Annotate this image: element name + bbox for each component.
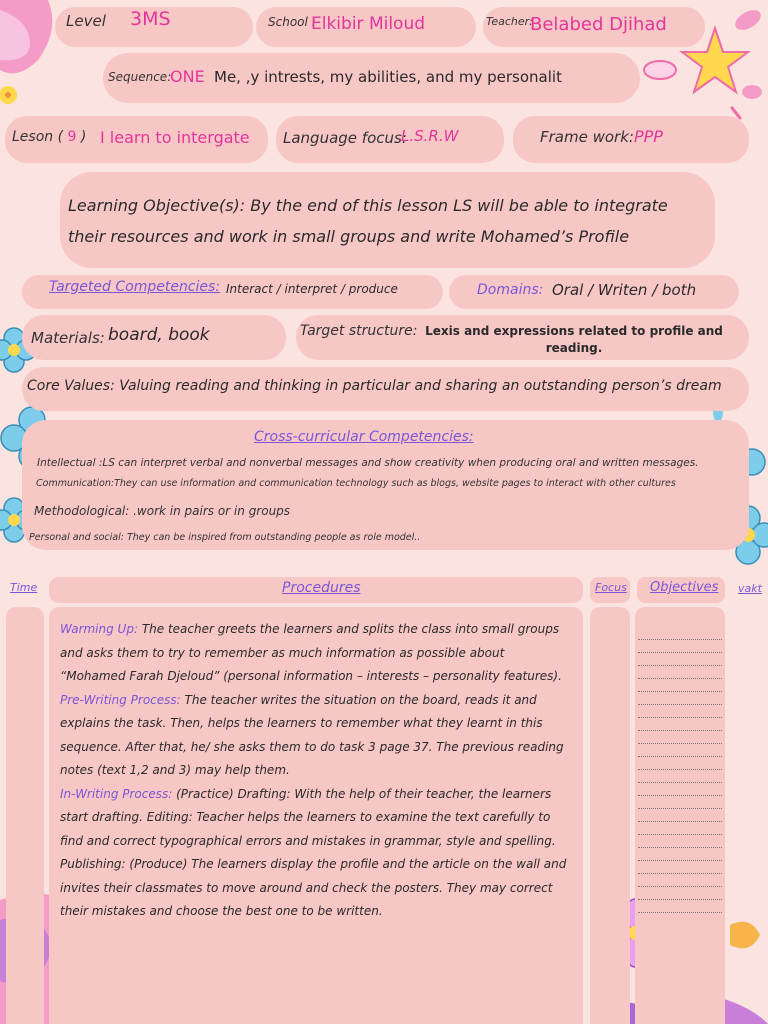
cross-curricular-title: Cross-curricular Competencies: <box>254 429 474 445</box>
pre-writing-text: The teacher writes the situation on the board, reads it and explains the task. Then, helps the learners to remember what they learnt in this sequence. After that, he/ she asks them to do task 3 page 37. The previous reading notes (text 1,2 and 3) may help them. <box>60 692 564 777</box>
procedures-text <box>60 618 568 924</box>
warming-up-label: Warming Up: <box>60 622 138 636</box>
sequence-number: ONE <box>170 67 205 86</box>
materials-label: Materials: <box>31 329 105 347</box>
in-writing-label: In-Writing Process: <box>60 786 173 801</box>
objective-text: Learning Objective(s): By the end of this lesson LS will be able to integrate their resources and work in small groups and write Mohamed’s Profile <box>68 196 668 246</box>
language-focus-label: Language focus: <box>283 129 407 147</box>
procedures-column-header: Procedures <box>282 580 361 596</box>
vakt-column-header: vakt <box>738 582 762 595</box>
warming-up-text: The teacher greets the learners and splits the class into small groups and asks them to try to remember as much information as possible about “Mohamed Farah Djeloud” (personal information – interests – personality features). <box>60 622 562 683</box>
objectives-dotted-lines <box>638 627 722 913</box>
cross-curricular-item-communication: Communication:They can use information and communication technology such as blogs, website pages to interact with other cultures <box>36 478 676 489</box>
time-column <box>6 607 44 1024</box>
target-structure-value: Lexis and expressions related to profile and reading. <box>425 324 723 355</box>
objectives-column-header: Objectives <box>650 580 719 595</box>
cross-curricular-item-methodological: Methodological: .work in pairs or in groups <box>34 504 291 518</box>
language-focus-value: L.S.R.W <box>401 127 459 145</box>
time-column-header: Time <box>10 581 38 594</box>
sequence-title: Me, ,y intrests, my abilities, and my personalit <box>214 68 562 86</box>
lesson-label <box>12 129 86 145</box>
lesson-title: I learn to intergate <box>100 128 250 147</box>
school-label: School : <box>268 15 316 29</box>
level-value: 3MS <box>130 8 171 30</box>
targeted-competencies-value: Interact / interpret / produce <box>226 282 398 296</box>
cross-curricular-item-intellectual: Intellectual :LS can interpret verbal and nonverbal messages and show creativity when producing oral and written messages. <box>37 457 699 469</box>
pre-writing-label: Pre-Writing Process: <box>60 692 181 707</box>
core-values-text: Core Values: Valuing reading and thinking in particular and sharing an outstanding person’s dream <box>27 378 722 394</box>
sequence-label: Sequence: <box>108 70 172 84</box>
lesson-label-end: ) <box>80 129 87 145</box>
teacher-value: Belabed Djihad <box>530 14 667 35</box>
in-writing-text: (Practice) Drafting: With the help of their teacher, the learners start drafting. Editing: Teacher helps the learners to examine the text carefully to find and correct typographical errors and mistakes in grammar, style and spelling. Publishing: (Produce) The learners display the profile and the article on the wall and invites their classmates to move around and check the posters. They may correct their mistakes and choose the best one to be written. <box>60 786 567 918</box>
top-left-swirl-decoration <box>0 0 60 120</box>
school-value: Elkibir Miloud <box>311 14 426 34</box>
cross-curricular-item-personal-social: Personal and social: They can be inspired from outstanding people as role model.. <box>29 532 421 543</box>
target-structure-label: Target structure: <box>300 323 418 339</box>
domains-label: Domains: <box>477 282 544 298</box>
focus-column-header: Focus <box>595 581 627 594</box>
level-label: Level <box>66 12 106 30</box>
framework-label: Frame work: <box>540 128 634 146</box>
focus-column <box>590 607 630 1024</box>
targeted-competencies-label: Targeted Competencies: <box>49 279 221 295</box>
domains-value: Oral / Writen / both <box>552 281 697 299</box>
materials-value: board, book <box>108 325 210 345</box>
lesson-label-start: Leson ( <box>12 129 64 145</box>
lesson-number: 9 <box>67 129 77 145</box>
teacher-label: Teacher: <box>486 15 533 28</box>
framework-value: PPP <box>634 127 663 146</box>
